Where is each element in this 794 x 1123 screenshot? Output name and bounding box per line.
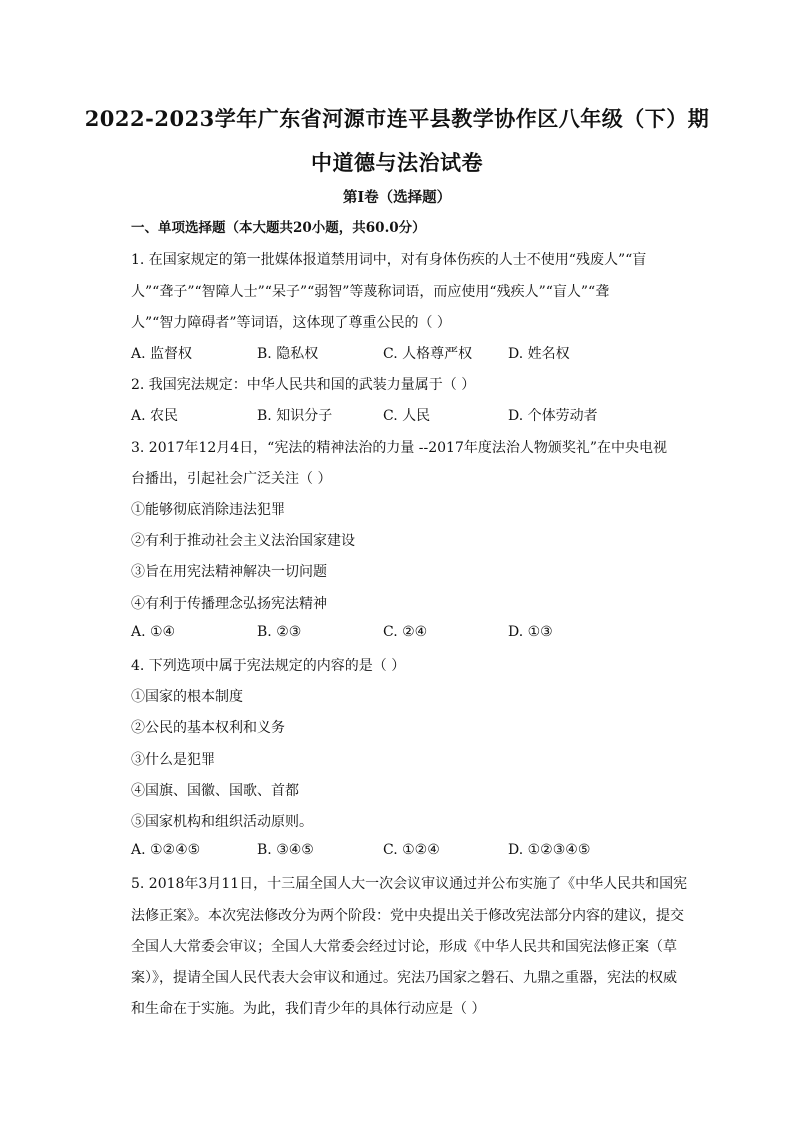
question-5-line: 法修正案》。本次宪法修改分为两个阶段：党中央提出关于修改宪法部分内容的建议，提交 <box>131 908 684 924</box>
question-3-line: 台播出，引起社会广泛关注（ ） <box>131 471 332 487</box>
question-1-line: 人”“智力障碍者”等词语，这体现了尊重公民的（ ） <box>131 315 451 331</box>
question-4-statement: ④国旗、国徽、国歌、首都 <box>131 783 299 799</box>
question-4-statement: ②公民的基本权利和义务 <box>131 720 285 736</box>
question-5-line: 全国人大常委会审议；全国人大常委会经过讨论，形成《中华人民共和国宪法修正案（草 <box>131 939 677 955</box>
exam-title-line1: 2022-2023学年广东省河源市连平县教学协作区八年级（下）期 <box>84 106 710 131</box>
question-4-statement: ⑤国家机构和组织活动原则。 <box>131 814 313 830</box>
question-1-option-d: D. 姓名权 <box>508 346 570 362</box>
question-3-option-c: C. ②④ <box>383 624 428 640</box>
question-3-option-a: A. ①④ <box>131 624 176 640</box>
question-5-line: 和生命在于实施。为此，我们青少年的具体行动应是（ ） <box>131 1001 486 1017</box>
question-2-option-d: D. 个体劳动者 <box>508 408 598 424</box>
question-3-option-d: D. ①③ <box>508 624 553 640</box>
question-2-option-b: B. 知识分子 <box>257 408 333 424</box>
question-1-option-c: C. 人格尊严权 <box>383 346 473 362</box>
question-3-statement: ④有利于传播理念弘扬宪法精神 <box>131 596 327 612</box>
question-3-statement: ①能够彻底消除违法犯罪 <box>131 502 285 518</box>
question-1-option-a: A. 监督权 <box>131 346 193 362</box>
question-4-option-d: D. ①②③④⑤ <box>508 842 591 858</box>
question-4-option-a: A. ①②④⑤ <box>131 842 201 858</box>
volume-heading: 第I卷（选择题） <box>342 189 452 206</box>
question-3-line: 3. 2017年12月4日，“宪法的精神法治的力量 --2017年度法治人物颁奖礼”在中央电视 <box>131 440 668 456</box>
question-3-option-b: B. ②③ <box>257 624 302 640</box>
question-2-line: 2. 我国宪法规定：中华人民共和国的武装力量属于（ ） <box>131 377 476 393</box>
question-5-line: 5. 2018年3月11日，十三届全国人大一次会议审议通过并公布实施了《中华人民共和国宪 <box>131 876 688 892</box>
question-1-option-b: B. 隐私权 <box>257 346 319 362</box>
question-4-option-b: B. ③④⑤ <box>257 842 314 858</box>
question-3-statement: ③旨在用宪法精神解决一切问题 <box>131 564 327 580</box>
question-4-line: 4. 下列选项中属于宪法规定的内容的是（ ） <box>131 658 406 674</box>
question-4-statement: ③什么是犯罪 <box>131 752 215 768</box>
section-heading: 一、单项选择题（本大题共20小题，共60.0分） <box>131 220 426 236</box>
question-5-line: 案）》，提请全国人民代表大会审议和通过。宪法乃国家之磐石、九鼎之重器，宪法的权威 <box>131 970 677 986</box>
question-3-statement: ②有利于推动社会主义法治国家建设 <box>131 533 355 549</box>
question-2-option-a: A. 农民 <box>131 408 179 424</box>
question-1-line: 人”“聋子”“智障人士”“呆子”“弱智”等蔑称词语，而应使用“残疾人”“盲人”“聋 <box>131 284 610 300</box>
exam-title-line2: 中道德与法治试卷 <box>311 150 483 175</box>
question-4-statement: ①国家的根本制度 <box>131 689 243 705</box>
question-1-line: 1. 在国家规定的第一批媒体报道禁用词中，对有身体伤疾的人士不使用“残废人”“盲 <box>131 252 647 268</box>
question-2-option-c: C. 人民 <box>383 408 431 424</box>
question-4-option-c: C. ①②④ <box>383 842 440 858</box>
